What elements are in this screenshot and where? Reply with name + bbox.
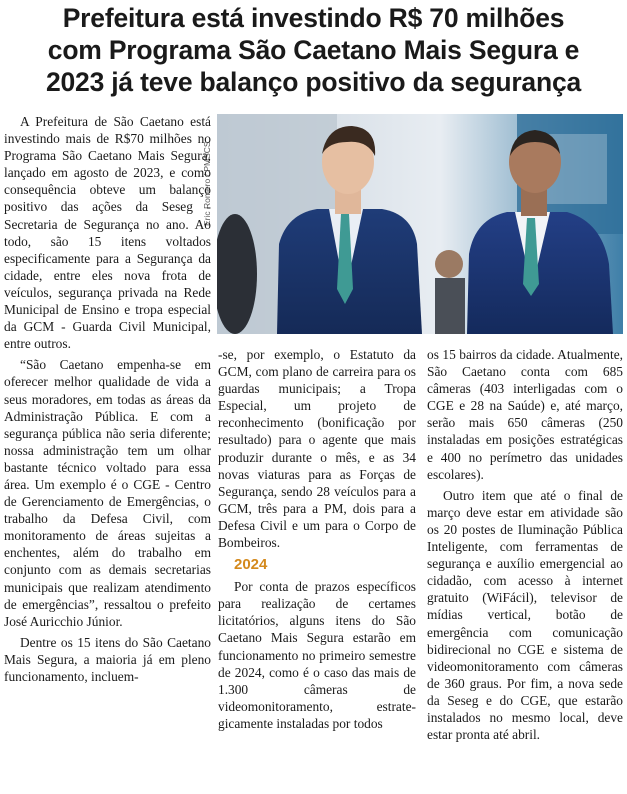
photo-credit: Eric Romero / PMSCS bbox=[202, 141, 212, 226]
column-3-paragraph-2: Outro item que até o final de março deve estar em atividade são os 20 postes de Iluminação Pública Inteligente, com ferramentas de segurança e auxílio emergencial ao cidadão, com acesso à internet gratuito (WiFácil), televisor de mídias vertical, botão de emergência com comunicação bidirecional no CGE e sistema de videomonitoramento com câmeras de 360 graus. Por fim, a nova sede da Seseg e do CGE, que estarão instalados no mesmo local, deve estar pronta até abril. bbox=[427, 487, 623, 743]
column-2-paragraph-1: -se, por exemplo, o Estatuto da GCM, com plano de carreira para os guardas municipais; a Tropa Especial, um projeto de reconhecimento (bonificação por resultado) para o agente que mais produzir durante o mês, e as 34 novas viaturas para as Forças de Segurança, sendo 28 veículos para a GCM, três para a PM, dois para a Defesa Civil e um para o Corpo de Bombeiros. bbox=[218, 347, 416, 551]
article-column-3 bbox=[427, 346, 623, 743]
column-1-paragraph-3: Dentre os 15 itens do São Caetano Mais Segura, a maioria já em pleno funcionamento, incluem- bbox=[4, 634, 211, 684]
column-3-paragraph-1: os 15 bairros da cidade. Atualmente, São Caetano conta com 685 câmeras (403 interligadas com o CGE e 28 na Saúde) e, até março, serão mais 650 câmeras (250 instaladas em posições estratégicas e 400 no perímetro das unidades escolares). bbox=[427, 347, 623, 482]
article-photo bbox=[217, 114, 623, 334]
article-column-1 bbox=[4, 113, 211, 685]
article-column-2 bbox=[218, 346, 416, 732]
column-1-paragraph-2: “São Caetano empenha-se em oferecer melhor qualidade de vida a seus moradores, em todas as áreas da Administração Pública. E com a segurança pública não seria diferente; nossa administração tem um olhar bastante técnico voltado para essa área. Um exemplo é o CGE - Centro de Gerenciamento de Emergências, o trabalho da Defesa Civil, com monitoramento de áreas sujeitas a enchentes, além do trabalho em conjunto com as demais secretarias municipais que realizam atendimento de emergências”, ressaltou o prefeito José Auricchio Júnior. bbox=[4, 357, 211, 629]
headline-line-2: com Programa São Caetano Mais Segura e bbox=[47, 35, 580, 65]
photo-illustration bbox=[217, 114, 623, 334]
column-2-paragraph-2: Por conta de prazos específicos para realização de certames licitatórios, alguns itens do São Caetano Mais Segura estarão em funcionamento no primeiro semestre de 2024, como é o caso das mais de 1.300 câmeras de videomonitoramento, estrategicamente instaladas por todos bbox=[218, 579, 416, 731]
headline-line-1: Prefeitura está investindo R$ 70 milhões bbox=[62, 3, 565, 33]
column-1-paragraph-1: A Prefeitura de São Caetano está investindo mais de R$70 milhões no Programa São Caetano Mais Segura, lançado em agosto de 2023, e como consequência obteve um balanço positivo das ações da Seseg - Secretaria de Segurança no ano. Ao todo, são 15 itens voltados especificamente para a Segurança da cidade, entre eles nova frota de veículos, segurança privada na Rede Municipal de Ensino e tropa especial da GCM - Guarda Civil Municipal, entre outros. bbox=[4, 114, 211, 352]
section-subhead-2024: 2024 bbox=[234, 556, 268, 574]
headline bbox=[8, 2, 619, 98]
headline-line-3: 2023 já teve balanço positivo da segurança bbox=[45, 67, 582, 97]
